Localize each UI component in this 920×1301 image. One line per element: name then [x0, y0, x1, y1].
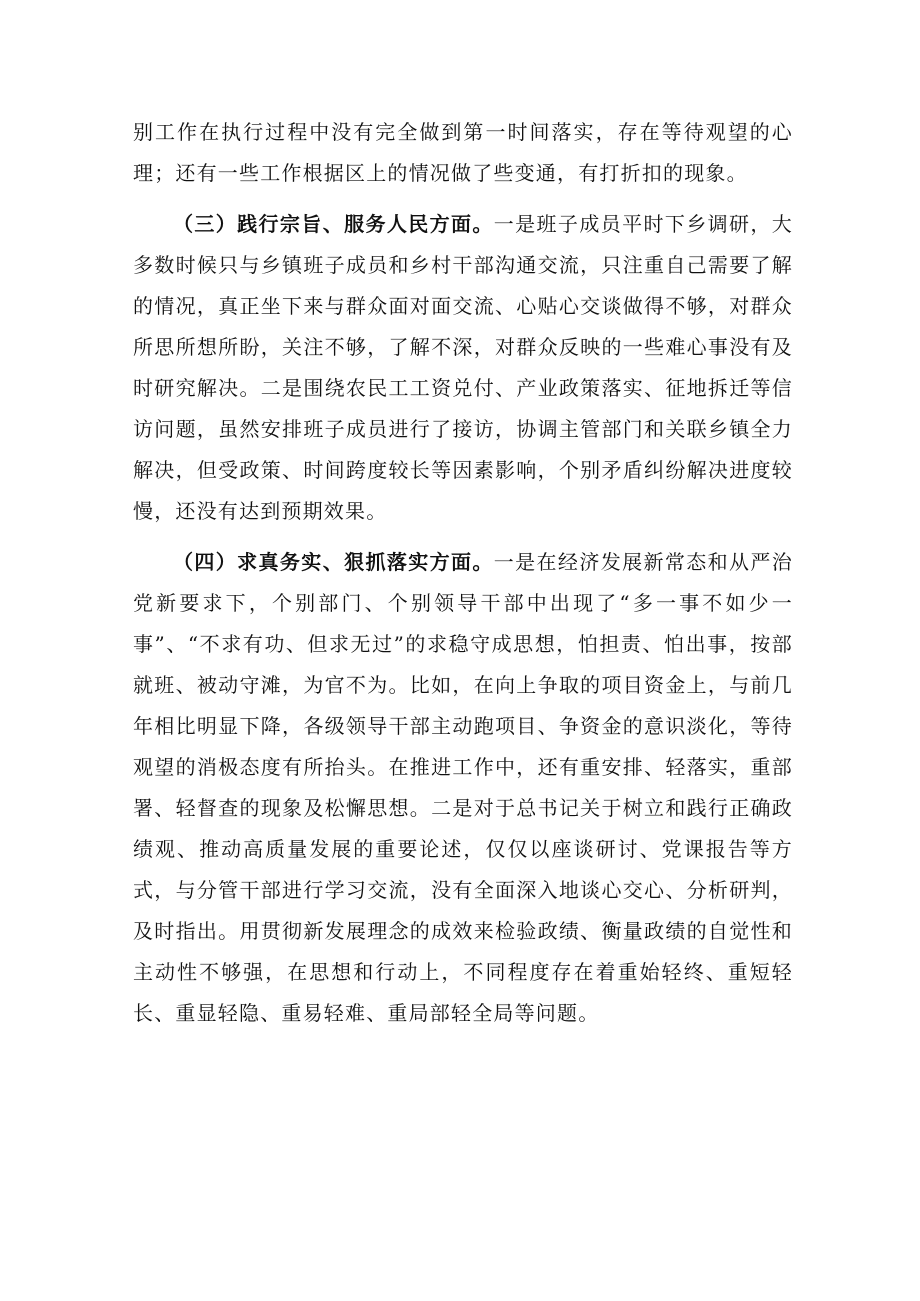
section-four-body: 一是在经济发展新常态和从严治党新要求下，个别部门、个别领导干部中出现了“多一事不如少一事”、“不求有功、但求无过”的求稳守成思想，怕担责、怕出事，按部就班、被动守滩，为官不为。比如，在向上争取的项目资金上，与前几年相比明显下降，各级领导干部主动跑项目、争资金的意识淡化，等待观望的消极态度有所抬头。在推进工作中，还有重安排、轻落实，重部署、轻督查的现象及松懈思想。二是对于总书记关于树立和践行正确政绩观、推动高质量发展的重要论述，仅仅以座谈研讨、党课报告等方式，与分管干部进行学习交流，没有全面深入地谈心交心、分析研判，及时指出。用贯彻新发展理念的成效来检验政绩、衡量政绩的自觉性和主动性不够强，在思想和行动上，不同程度存在着重始轻终、重短轻长、重显轻隐、重易轻难、重局部轻全局等问题。: [133, 550, 793, 1025]
section-three-body: 一是班子成员平时下乡调研，大多数时候只与乡镇班子成员和乡村干部沟通交流，只注重自己需要了解的情况，真正坐下来与群众面对面交流、心贴心交谈做得不够，对群众所思所想所盼，关注不够，了解不深，对群众反映的一些难心事没有及时研究解决。二是围绕农民工工资兑付、产业政策落实、征地拆迁等信访问题，虽然安排班子成员进行了接访，协调主管部门和关联乡镇全力解决，但受政策、时间跨度较长等因素影响，个别矛盾纠纷解决进度较慢，还没有达到预期效果。: [133, 212, 793, 523]
paragraph-section-four: [133, 542, 793, 1034]
paragraph-section-three: [133, 204, 793, 532]
section-three-heading: （三）践行宗旨、服务人民方面。: [173, 212, 494, 236]
paragraph-continuation: [133, 112, 793, 194]
section-four-heading: （四）求真务实、狠抓落实方面。: [173, 550, 494, 574]
paragraph-1-body: 别工作在执行过程中没有完全做到第一时间落实，存在等待观望的心理；还有一些工作根据区上的情况做了些变通，有打折扣的现象。: [133, 120, 793, 185]
